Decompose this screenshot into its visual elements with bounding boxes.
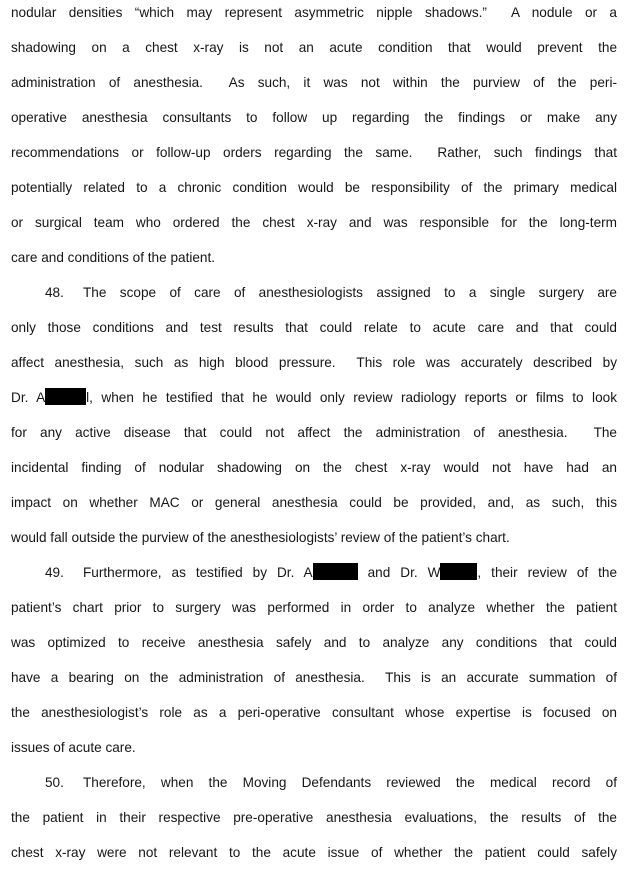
- text-line: would fall outside the purview of the anesthesiologists’ review of the patient’s chart.: [11, 530, 510, 545]
- text-line: the patient in their respective pre-operative anesthesia evaluations, the results of the: [11, 810, 617, 825]
- text-line: patient’s chart prior to surgery was performed in order to analyze whether the patient: [11, 600, 617, 615]
- text-segment: Therefore, when the Moving Defendants reviewed the medical record of: [83, 775, 617, 790]
- text-segment: Furthermore, as testified by Dr. A: [83, 565, 313, 580]
- paragraph-49: [11, 555, 617, 765]
- page-content: [11, 0, 617, 870]
- redaction-box: [313, 563, 358, 580]
- text-line: or surgical team who ordered the chest x-ray and was responsible for the long-term: [11, 215, 617, 230]
- paragraph-continued: [11, 0, 617, 275]
- text-line: potentially related to a chronic condition would be responsibility of the primary medical: [11, 180, 617, 195]
- text-segment: l, when he testified that he would only review radiology reports or films to look: [86, 390, 617, 405]
- paragraph-50: [11, 765, 617, 870]
- text-segment: and Dr. W: [357, 565, 441, 580]
- text-line: for any active disease that could not affect the administration of anesthesia. The: [11, 425, 617, 440]
- text-line: only those conditions and test results that could relate to acute care and that could: [11, 320, 617, 335]
- text-segment: Dr. A: [11, 390, 46, 405]
- text-line: have a bearing on the administration of anesthesia. This is an accurate summation of: [11, 670, 617, 685]
- text-line: nodular densities “which may represent asymmetric nipple shadows.” A nodule or a: [11, 5, 617, 20]
- text-line: recommendations or follow-up orders regarding the same. Rather, such findings that: [11, 145, 617, 160]
- text-segment: The scope of care of anesthesiologists assigned to a single surgery are: [83, 285, 617, 300]
- text-line: incidental finding of nodular shadowing on the chest x-ray would not have had an: [11, 460, 617, 475]
- text-line: operative anesthesia consultants to follow up regarding the findings or make any: [11, 110, 617, 125]
- redacted-text-line: [11, 380, 617, 415]
- text-line: care and conditions of the patient.: [11, 250, 216, 265]
- text-line: issues of acute care.: [11, 740, 136, 755]
- text-line: shadowing on a chest x-ray is not an acute condition that would prevent the: [11, 40, 617, 55]
- paragraph-50-first-line: [11, 765, 617, 800]
- text-line: the anesthesiologist’s role as a peri-operative consultant whose expertise is focused on: [11, 705, 617, 720]
- paragraph-48-first-line: [11, 275, 617, 310]
- paragraph-number: 48.: [45, 285, 64, 300]
- paragraph-48: [11, 275, 617, 555]
- text-segment: , their review of the: [477, 565, 618, 580]
- text-line: affect anesthesia, such as high blood pressure. This role was accurately described by: [11, 355, 617, 370]
- paragraph-number: 50.: [45, 775, 64, 790]
- text-line: was optimized to receive anesthesia safely and to analyze any conditions that could: [11, 635, 617, 650]
- redaction-box: [45, 388, 86, 405]
- text-line: impact on whether MAC or general anesthesia could be provided, and, as such, this: [11, 495, 617, 510]
- text-line: chest x-ray were not relevant to the acute issue of whether the patient could safely: [11, 845, 617, 860]
- text-line: administration of anesthesia. As such, it was not within the purview of the peri-: [11, 75, 617, 90]
- redaction-box: [440, 563, 477, 580]
- paragraph-number: 49.: [45, 565, 64, 580]
- paragraph-49-first-line: [11, 555, 617, 590]
